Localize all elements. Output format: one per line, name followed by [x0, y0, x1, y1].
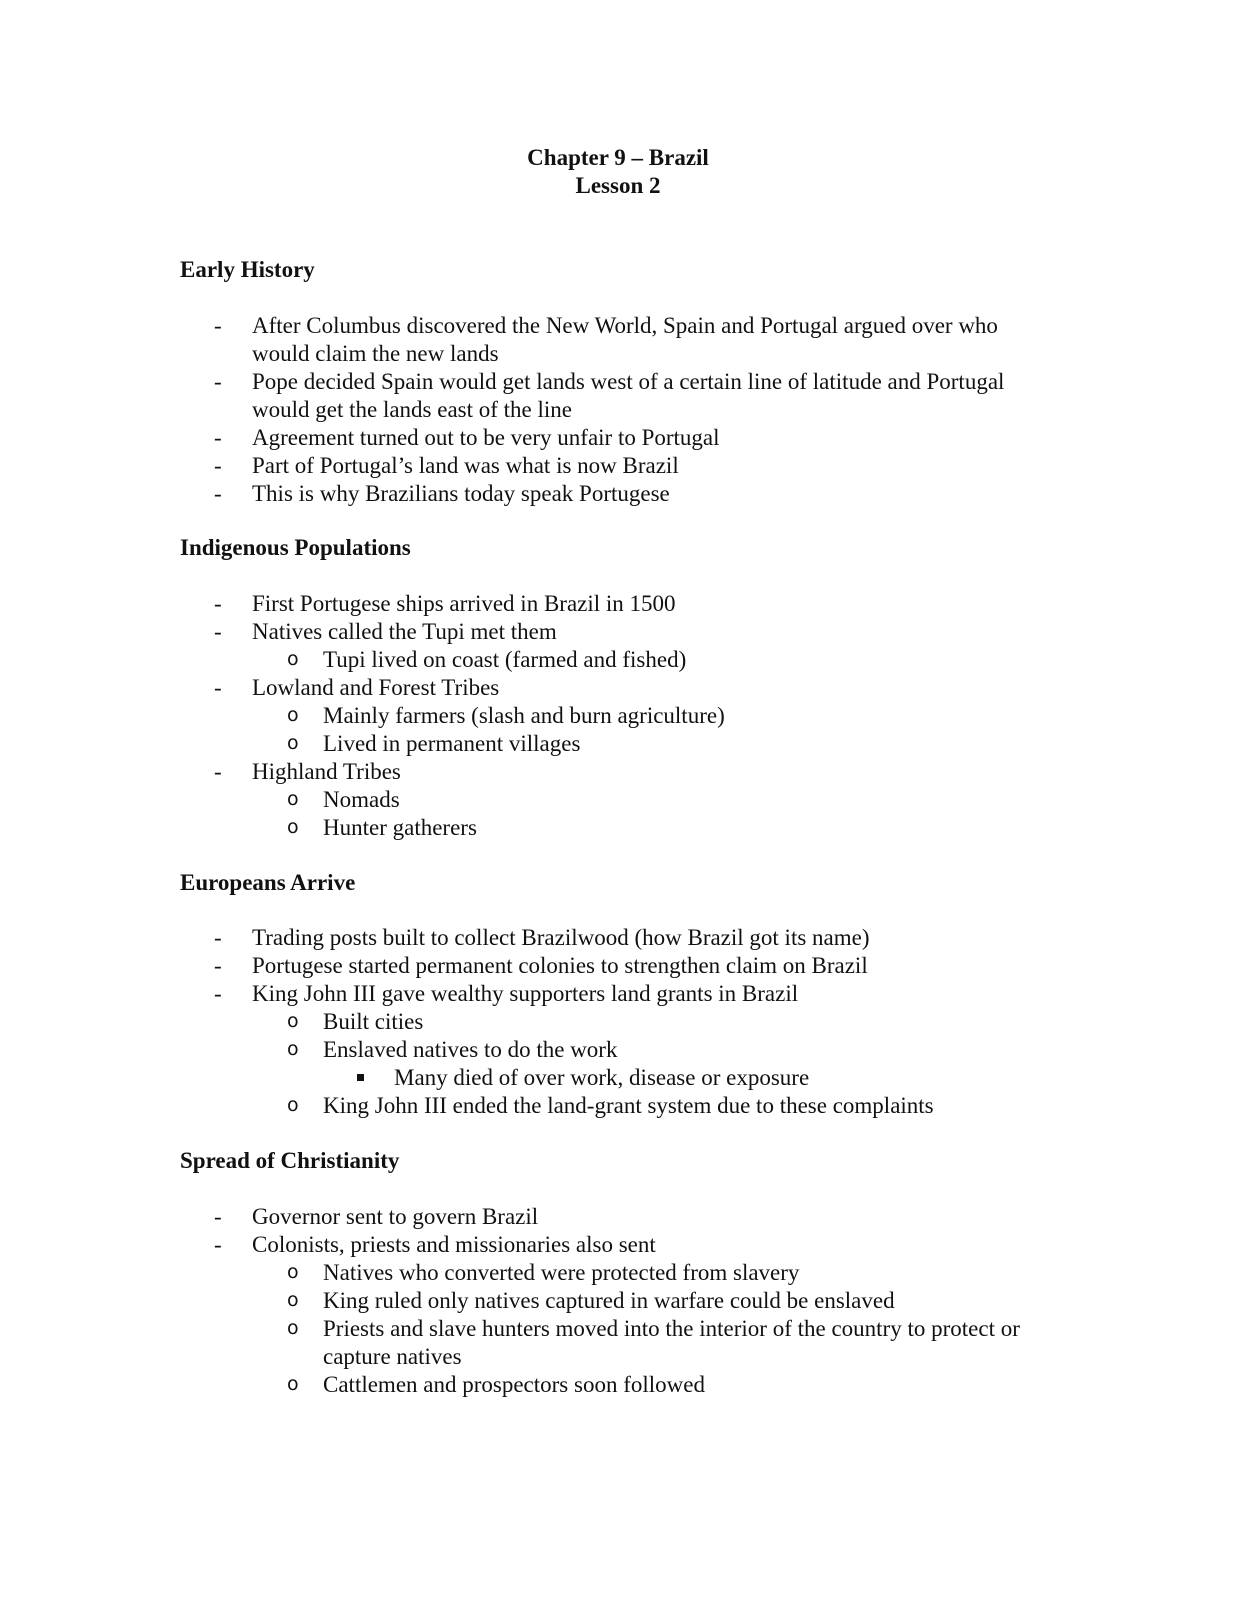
list-item	[0, 618, 1023, 674]
list-item	[0, 758, 1023, 842]
list-item-text: This is why Brazilians today speak Portugese	[252, 481, 670, 506]
circle-bullet: o	[287, 732, 299, 754]
indigenous-populations-list	[0, 590, 1023, 842]
sub-list-item-text: Mainly farmers (slash and burn agriculture)	[323, 703, 725, 728]
list-item-text: Highland Tribes	[252, 759, 401, 784]
sub-list-item	[0, 1259, 1023, 1287]
list-item-text: Part of Portugal’s land was what is now Brazil	[252, 453, 679, 478]
sub-sub-list	[0, 1064, 1023, 1092]
dash-bullet: -	[214, 981, 222, 1006]
dash-bullet: -	[214, 591, 222, 616]
list-item	[0, 980, 1023, 1120]
list-item-text: After Columbus discovered the New World, Spain and Portugal argued over who would claim the new lands	[252, 313, 998, 366]
sub-list-item-text: Nomads	[323, 787, 400, 812]
dash-bullet: -	[214, 1232, 222, 1257]
list-item-text: Agreement turned out to be very unfair to Portugal	[252, 425, 720, 450]
sub-sub-list-item	[0, 1064, 1023, 1092]
square-bullet-icon	[357, 1074, 364, 1081]
circle-bullet: o	[287, 1038, 299, 1060]
circle-bullet: o	[287, 1010, 299, 1032]
dash-bullet: -	[214, 619, 222, 644]
sub-list-item	[0, 1287, 1023, 1315]
page-subtitle: Lesson 2	[575, 173, 661, 198]
circle-bullet: o	[287, 704, 299, 726]
circle-bullet: o	[287, 1373, 299, 1395]
circle-bullet: o	[287, 816, 299, 838]
sub-list-item-text: Lived in permanent villages	[323, 731, 581, 756]
list-item	[0, 312, 1022, 368]
sub-list-item	[0, 646, 1023, 674]
list-item	[0, 1231, 1023, 1399]
dash-bullet: -	[214, 453, 222, 478]
list-item	[0, 452, 1022, 480]
sub-list	[0, 646, 1023, 674]
dash-bullet: -	[214, 1204, 222, 1229]
sub-list-item-text: Built cities	[323, 1009, 424, 1034]
sub-list-item-text: Priests and slave hunters moved into the interior of the country to protect or capture natives	[323, 1316, 1020, 1369]
page-title: Chapter 9 – Brazil	[527, 145, 709, 170]
list-item-text: King John III gave wealthy supporters land grants in Brazil	[252, 981, 799, 1006]
list-item	[0, 424, 1022, 452]
section-heading-indigenous-populations: Indigenous Populations	[180, 535, 411, 560]
sub-list-item-text: Natives who converted were protected from slavery	[323, 1260, 800, 1285]
section-heading-europeans-arrive: Europeans Arrive	[180, 870, 356, 895]
dash-bullet: -	[214, 369, 222, 394]
list-item	[0, 924, 1023, 952]
list-item-text: Colonists, priests and missionaries also sent	[252, 1232, 656, 1257]
sub-list-item	[0, 730, 1023, 758]
circle-bullet: o	[287, 1317, 299, 1339]
list-item-text: Natives called the Tupi met them	[252, 619, 557, 644]
dash-bullet: -	[214, 313, 222, 338]
sub-list-item	[0, 786, 1023, 814]
list-item	[0, 590, 1023, 618]
sub-list	[0, 786, 1023, 842]
sub-list	[0, 1008, 1023, 1120]
sub-list-item	[0, 1036, 1023, 1092]
sub-list-item	[0, 1315, 1023, 1371]
dash-bullet: -	[214, 925, 222, 950]
sub-list	[0, 702, 1023, 758]
dash-bullet: -	[214, 953, 222, 978]
early-history-list	[0, 312, 1022, 508]
dash-bullet: -	[214, 675, 222, 700]
list-item-text: Pope decided Spain would get lands west of a certain line of latitude and Portugal would get the lands east of the line	[252, 369, 1005, 422]
circle-bullet: o	[287, 1289, 299, 1311]
dash-bullet: -	[214, 481, 222, 506]
sub-list	[0, 1259, 1023, 1399]
list-item	[0, 674, 1023, 758]
list-item	[0, 1203, 1023, 1231]
sub-sub-list-item-text: Many died of over work, disease or exposure	[394, 1065, 810, 1090]
list-item-text: First Portugese ships arrived in Brazil in 1500	[252, 591, 676, 616]
sub-list-item-text: Enslaved natives to do the work	[323, 1037, 618, 1062]
list-item-text: Portugese started permanent colonies to strengthen claim on Brazil	[252, 953, 868, 978]
circle-bullet: o	[287, 1094, 299, 1116]
sub-list-item-text: King John III ended the land-grant system due to these complaints	[323, 1093, 934, 1118]
list-item-text: Governor sent to govern Brazil	[252, 1204, 539, 1229]
sub-list-item	[0, 1008, 1023, 1036]
sub-list-item-text: Hunter gatherers	[323, 815, 477, 840]
sub-list-item	[0, 1092, 1023, 1120]
list-item	[0, 952, 1023, 980]
dash-bullet: -	[214, 425, 222, 450]
list-item-text: Lowland and Forest Tribes	[252, 675, 500, 700]
sub-list-item	[0, 702, 1023, 730]
list-item	[0, 368, 1022, 424]
sub-list-item-text: Cattlemen and prospectors soon followed	[323, 1372, 705, 1397]
list-item-text: Trading posts built to collect Brazilwood (how Brazil got its name)	[252, 925, 870, 950]
list-item	[0, 480, 1022, 508]
section-heading-early-history: Early History	[180, 257, 315, 282]
spread-of-christianity-list	[0, 1203, 1023, 1399]
sub-list-item	[0, 814, 1023, 842]
title-block	[0, 144, 1236, 200]
sub-list-item-text: Tupi lived on coast (farmed and fished)	[323, 647, 687, 672]
sub-list-item	[0, 1371, 1023, 1399]
dash-bullet: -	[214, 759, 222, 784]
sub-list-item-text: King ruled only natives captured in warfare could be enslaved	[323, 1288, 895, 1313]
circle-bullet: o	[287, 648, 299, 670]
circle-bullet: o	[287, 1261, 299, 1283]
section-heading-spread-of-christianity: Spread of Christianity	[180, 1148, 400, 1173]
europeans-arrive-list	[0, 924, 1023, 1120]
circle-bullet: o	[287, 788, 299, 810]
